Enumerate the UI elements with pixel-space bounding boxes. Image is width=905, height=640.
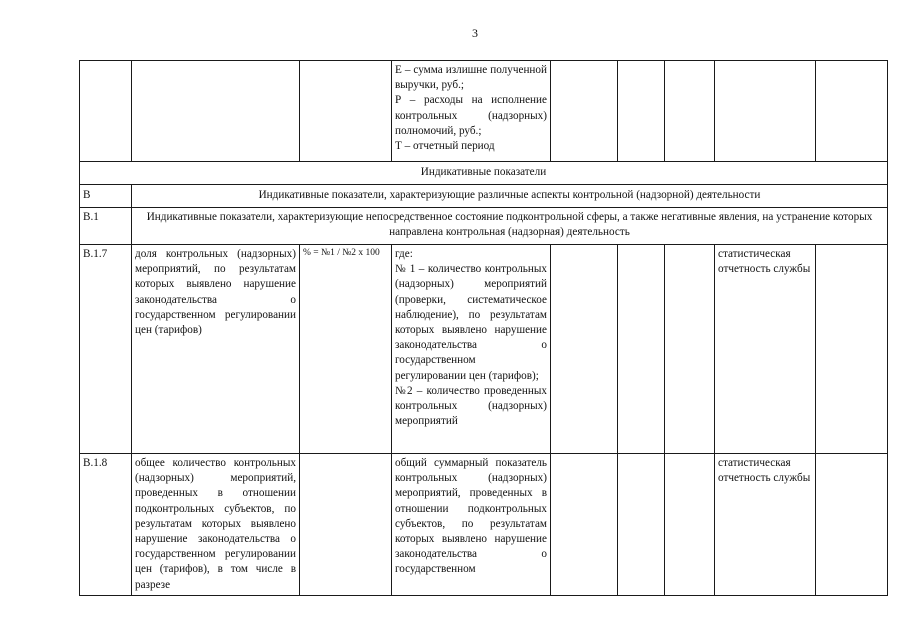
row-title: Индикативные показатели, характеризующие непосредственное состояние подконтрольной сферы, а также негативные явления, на устранение которых направлена контрольная (надзорная) деятельность — [132, 208, 888, 245]
cell-empty — [665, 61, 715, 162]
indicator-comment: общий суммарный показатель контрольных (надзорных) мероприятий, проведенных в отношении подконтрольных субъектов, по результатам которых выявлено нарушение законодательства о государственном — [392, 454, 551, 596]
cell-empty — [816, 61, 888, 162]
indicator-comment: где: № 1 – количество контрольных (надзорных) мероприятий (проверки, систематическое наблюдение), по результатам которых выявлено нарушение законодательства о государственном регулировании цен (тарифов); №2 – количество проведенных контрольных (надзорных) мероприятий — [392, 245, 551, 454]
cell-empty — [551, 245, 618, 454]
indicator-name: общее количество контрольных (надзорных) мероприятий, проведенных в отношении подконтрольных субъектов, по результатам которых выявлено нарушение законодательства о государственном регулировании цен (тарифов), в том числе в разрезе — [132, 454, 300, 596]
row-title: Индикативные показатели, характеризующие различные аспекты контрольной (надзорной) деятельности — [132, 185, 888, 208]
row-code: В — [80, 185, 132, 208]
cell-empty — [300, 61, 392, 162]
table-row-b — [80, 185, 888, 208]
row-code: В.1 — [80, 208, 132, 245]
indicator-source: статистическая отчетность службы — [715, 245, 816, 454]
cell-empty — [665, 454, 715, 596]
indicator-source: статистическая отчетность службы — [715, 454, 816, 596]
row-code: В.1.8 — [80, 454, 132, 596]
indicator-formula: % = №1 / №2 х 100 — [300, 245, 392, 454]
table-row-b1 — [80, 208, 888, 245]
cell-empty — [132, 61, 300, 162]
cell-empty — [665, 245, 715, 454]
cell-empty — [618, 454, 665, 596]
cell-empty — [551, 61, 618, 162]
cell-empty — [80, 61, 132, 162]
formula-legend-cell: E – сумма излишне полученной выручки, руб.; Р – расходы на исполнение контрольных (надзорных) полномочий, руб.; Т – отчетный период — [392, 61, 551, 162]
indicators-table — [79, 60, 888, 596]
table-row-continued — [80, 61, 888, 162]
table-row-b18 — [80, 454, 888, 596]
cell-empty — [816, 245, 888, 454]
page-number: 3 — [472, 26, 478, 40]
section-header-row — [80, 162, 888, 185]
cell-empty — [715, 61, 816, 162]
cell-empty — [551, 454, 618, 596]
table-row-b17 — [80, 245, 888, 454]
indicator-formula — [300, 454, 392, 596]
indicator-name: доля контрольных (надзорных) мероприятий, по результатам которых выявлено нарушение законодательства о государственном регулировании цен (тарифов) — [132, 245, 300, 454]
cell-empty — [816, 454, 888, 596]
cell-empty — [618, 61, 665, 162]
row-code: В.1.7 — [80, 245, 132, 454]
section-title: Индикативные показатели — [80, 162, 888, 185]
cell-empty — [618, 245, 665, 454]
